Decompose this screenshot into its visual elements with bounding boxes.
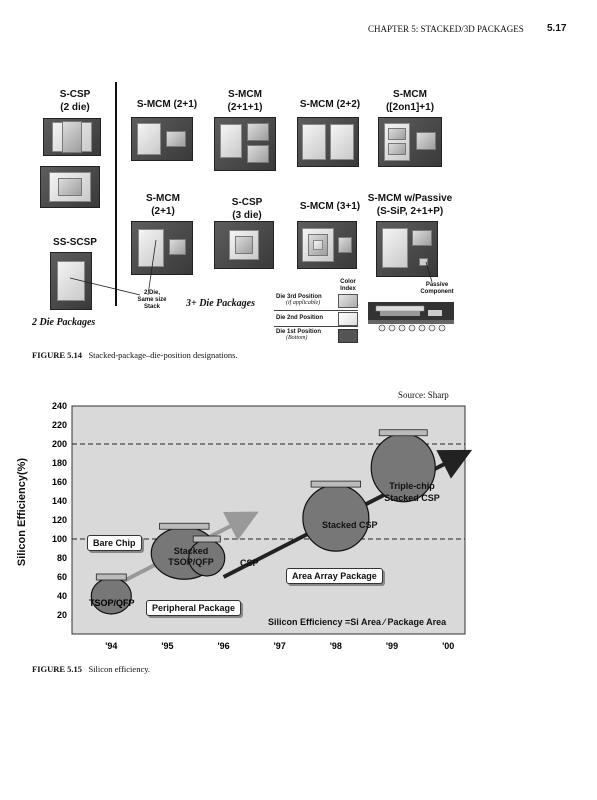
figure-5-14-caption: FIGURE 5.14 Stacked-package–die-position designations. — [32, 350, 238, 360]
bubble-label-stacked-tsop: Stacked TSOP/QFP — [168, 546, 214, 567]
y-tick-label: 20 — [56, 610, 67, 620]
source-note: Source: Sharp — [398, 390, 449, 400]
figure-5-15-caption: FIGURE 5.15 Silicon efficiency. — [32, 664, 151, 674]
x-tick-label: '94 — [105, 641, 118, 651]
x-tick-label: '95 — [161, 641, 174, 651]
bubble-label-tsop: TSOP/QFP — [89, 598, 135, 608]
x-tick-label: '99 — [385, 641, 399, 651]
data-bubble — [303, 485, 369, 551]
label-3plus-die-packages: 3+ Die Packages — [186, 298, 256, 309]
label-smcm-2-1-b: S-MCM (2+1) — [146, 193, 180, 217]
label-smcm-2-2: S-MCM (2+2) — [299, 99, 361, 110]
callout-bare-chip: Bare Chip — [87, 535, 142, 551]
y-tick-label: 120 — [51, 515, 67, 525]
x-tick-label: '97 — [273, 641, 286, 651]
data-bubble — [91, 578, 131, 614]
label-2-die-packages: 2 Die Packages — [32, 317, 96, 328]
label-smcm-2on1-1: S-MCM ([2on1]+1) — [385, 89, 435, 113]
y-tick-label: 240 — [51, 401, 67, 411]
package-icon — [193, 536, 220, 542]
page-number: 5.17 — [547, 23, 567, 34]
x-tick-label: '96 — [217, 641, 230, 651]
note-same-size: 2 Die, Same size Stack — [137, 290, 167, 310]
bubble-label-stacked-csp: Stacked CSP — [322, 520, 378, 530]
x-tick-label: '98 — [329, 641, 342, 651]
package-icon — [160, 523, 210, 529]
label-scsp-2die: S-CSP (2 die) — [59, 89, 91, 113]
bubble-label-csp: CSP — [240, 558, 259, 568]
label-scsp-3die: S-CSP (3 die) — [231, 197, 263, 221]
legend-die2: Die 2nd Position — [276, 315, 324, 321]
y-tick-label: 200 — [51, 439, 67, 449]
y-tick-label: 140 — [51, 496, 67, 506]
y-tick-label: 60 — [56, 572, 67, 582]
package-icon — [379, 430, 427, 436]
label-ss-scsp: SS-SCSP — [53, 237, 97, 248]
y-axis-title: Silicon Efficiency(%) — [16, 457, 28, 567]
package-icon — [311, 481, 361, 487]
y-tick-label: 180 — [51, 458, 67, 468]
y-tick-label: 160 — [51, 477, 67, 487]
efficiency-formula: Silicon Efficiency =Si Area ⁄ Package Area — [268, 617, 447, 627]
legend-die1: Die 1st Position (Bottom) — [276, 329, 322, 341]
chapter-title: CHAPTER 5: STACKED/3D PACKAGES — [368, 24, 524, 34]
label-smcm-2-1: S-MCM (2+1) — [136, 99, 198, 110]
label-smcm-3-1: S-MCM (3+1) — [299, 201, 361, 212]
legend-die3: Die 3rd Position (if applicable) — [276, 294, 322, 306]
x-tick-label: '00 — [442, 641, 455, 651]
y-tick-label: 220 — [51, 420, 67, 430]
label-smcm-2-1-1: S-MCM (2+1+1) — [227, 89, 263, 113]
y-tick-label: 100 — [51, 534, 67, 544]
callout-area-array: Area Array Package — [286, 568, 383, 584]
callout-peripheral: Peripheral Package — [146, 600, 241, 616]
y-tick-label: 80 — [56, 553, 67, 563]
bubble-label-triple: Triple-chip Stacked CSP — [384, 481, 440, 503]
passive-label: Passive Component — [420, 282, 454, 295]
y-tick-label: 40 — [56, 591, 67, 601]
color-index-title: Color Index — [340, 279, 356, 292]
package-icon — [96, 574, 126, 580]
label-smcm-passive: S-MCM w/Passive (S-SiP, 2+1+P) — [367, 193, 453, 217]
